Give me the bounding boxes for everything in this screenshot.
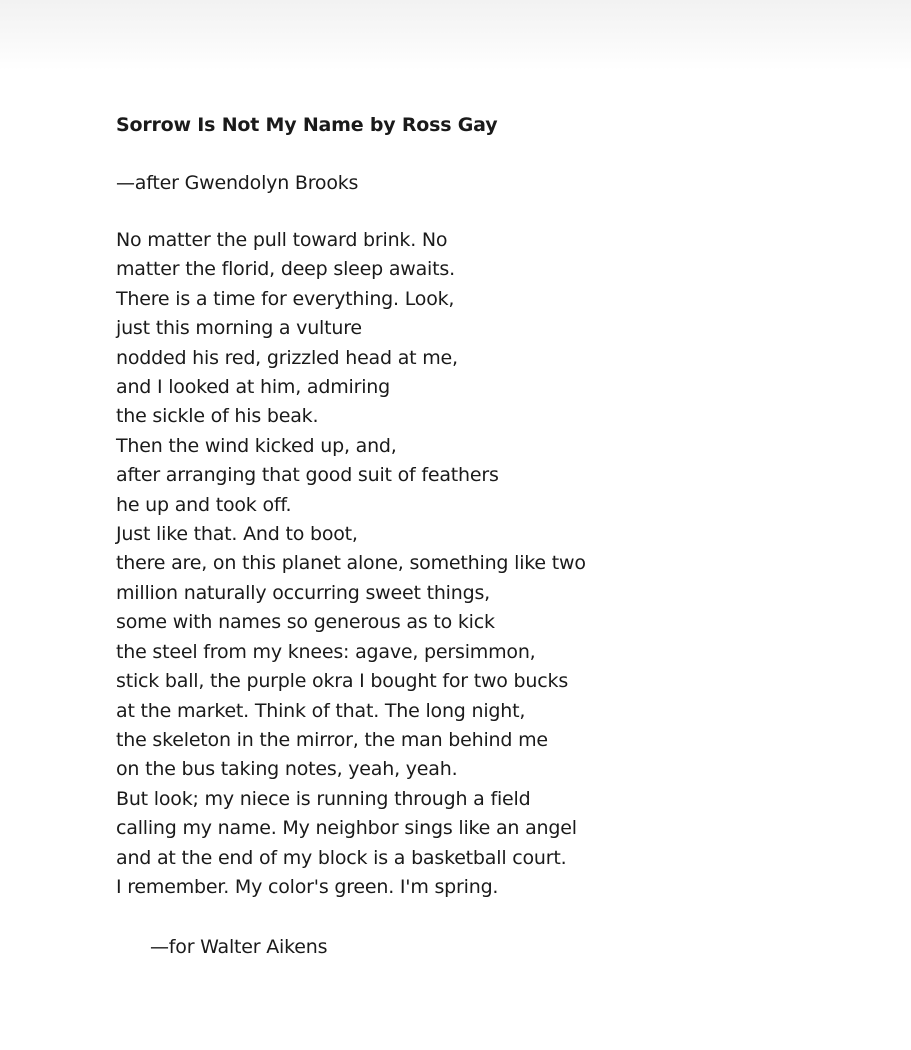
poem-line: the skeleton in the mirror, the man behind me xyxy=(116,728,548,751)
poem-line: at the market. Think of that. The long night, xyxy=(116,699,526,722)
closing-dedication: —for Walter Aikens xyxy=(150,936,328,959)
poem-line: there are, on this planet alone, something like two xyxy=(116,552,586,575)
poem-line: the sickle of his beak. xyxy=(116,405,319,428)
poem-line: some with names so generous as to kick xyxy=(116,611,495,634)
poem-line: I remember. My color's green. I'm spring. xyxy=(116,875,499,898)
poem-line: There is a time for everything. Look, xyxy=(116,287,455,310)
poem-line: the steel from my knees: agave, persimmon, xyxy=(116,640,536,663)
poem-line: on the bus taking notes, yeah, yeah. xyxy=(116,758,458,781)
top-shade xyxy=(0,0,911,70)
poem-line: and I looked at him, admiring xyxy=(116,376,390,399)
poem-line: after arranging that good suit of feathers xyxy=(116,464,499,487)
poem-line: calling my name. My neighbor sings like an angel xyxy=(116,817,577,840)
poem-line: just this morning a vulture xyxy=(116,317,362,340)
poem-line: nodded his red, grizzled head at me, xyxy=(116,346,458,369)
poem-line: he up and took off. xyxy=(116,493,292,516)
poem-title: Sorrow Is Not My Name by Ross Gay xyxy=(116,114,498,136)
poem-page xyxy=(116,110,816,962)
poem-line: matter the florid, deep sleep awaits. xyxy=(116,258,455,281)
poem-line: But look; my niece is running through a field xyxy=(116,787,531,810)
poem-stanza xyxy=(116,226,816,902)
poem-line: and at the end of my block is a basketball court. xyxy=(116,846,567,869)
poem-line: stick ball, the purple okra I bought for two bucks xyxy=(116,670,569,693)
poem-line: No matter the pull toward brink. No xyxy=(116,229,448,251)
poem-line: Then the wind kicked up, and, xyxy=(116,434,397,457)
poem-line: Just like that. And to boot, xyxy=(116,523,358,546)
poem-line: million naturally occurring sweet things, xyxy=(116,581,490,604)
poem-epigraph: —after Gwendolyn Brooks xyxy=(116,172,359,194)
